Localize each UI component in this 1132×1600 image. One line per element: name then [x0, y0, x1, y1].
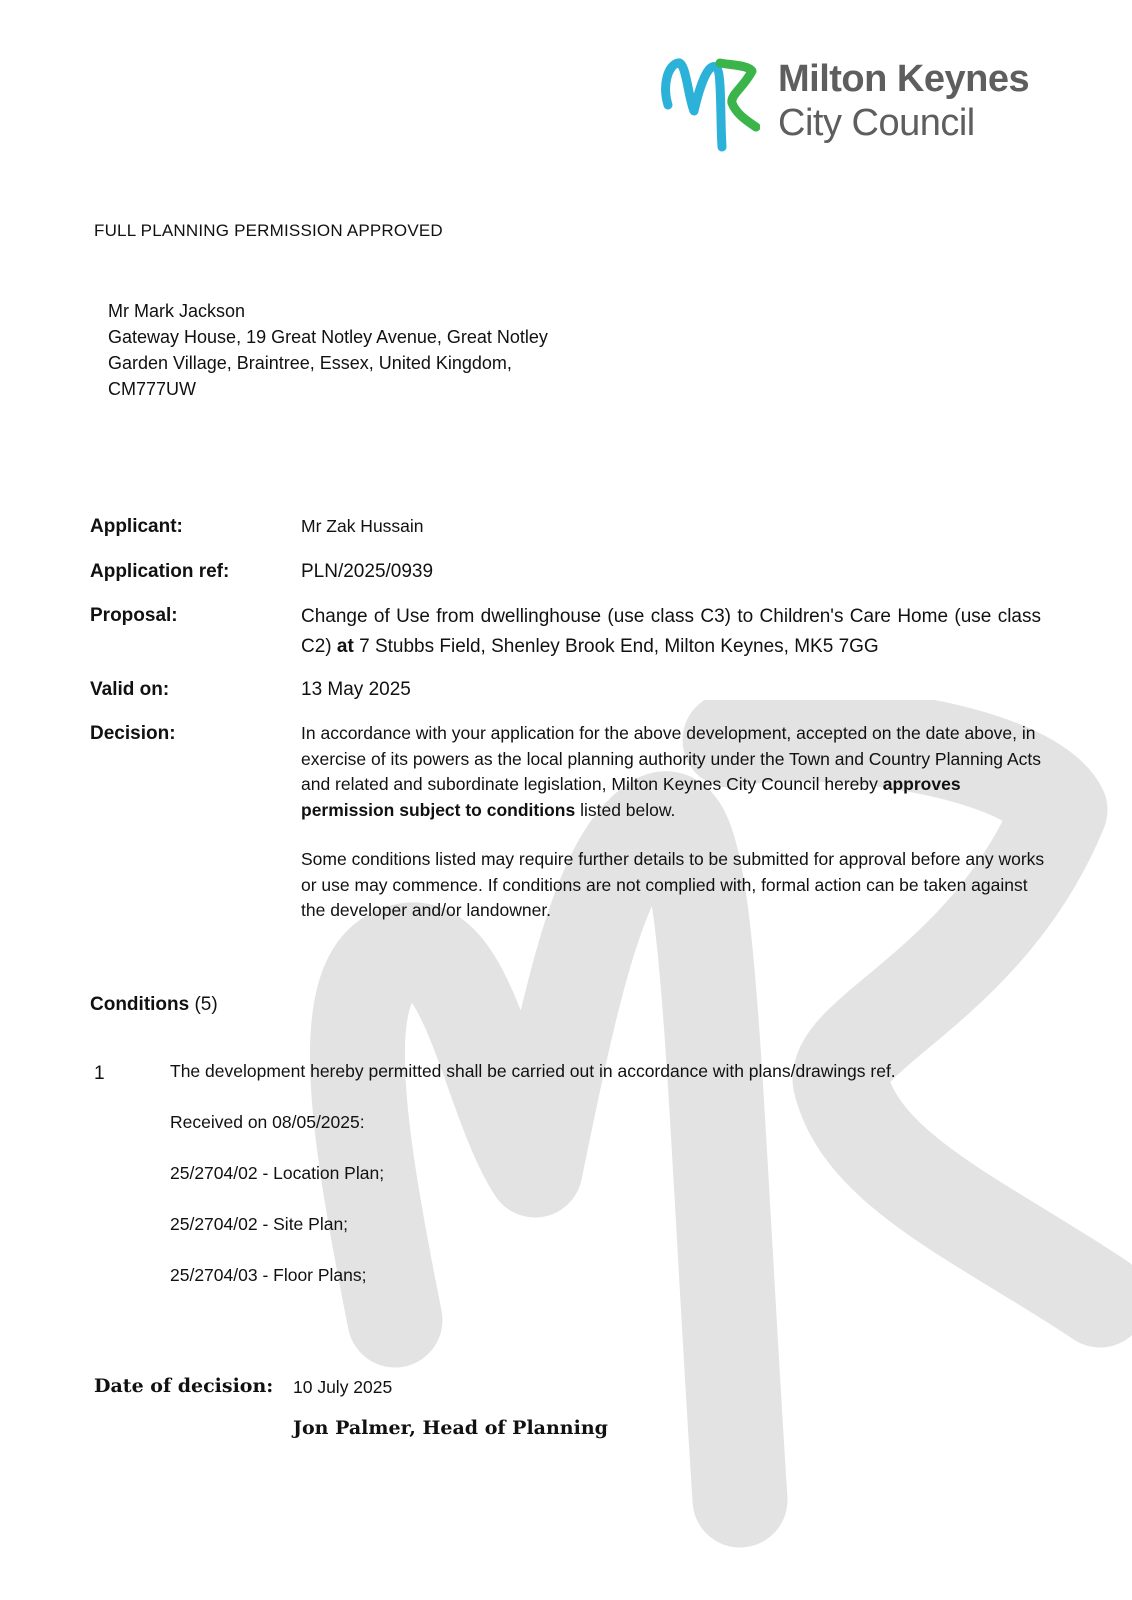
- conditions-count: (5): [194, 994, 218, 1015]
- application-ref-value: PLN/2025/0939: [301, 561, 434, 582]
- logo-m-stroke: [666, 63, 722, 147]
- decision-label: Decision:: [90, 723, 176, 744]
- valid-on-label: Valid on:: [90, 679, 170, 700]
- decision-text: [301, 721, 1046, 948]
- mk-logo-icon: [660, 55, 760, 155]
- decision-approval-phrase: approves permission subject to conditions: [301, 774, 961, 820]
- condition-received-date: Received on 08/05/2025:: [170, 1112, 365, 1132]
- condition-plan-ref: 25/2704/02 - Site Plan;: [170, 1214, 349, 1234]
- signatory: Jon Palmer, Head of Planning: [293, 1417, 608, 1439]
- proposal-text: Change of Use from dwellinghouse (use class C3) to Children's Care Home (use class C2): [301, 606, 1041, 657]
- proposal-at: at: [336, 636, 354, 657]
- recipient-address: [108, 298, 628, 402]
- date-of-decision-value: 10 July 2025: [293, 1377, 393, 1397]
- application-ref-label: Application ref:: [90, 561, 230, 582]
- applicant-label: Applicant:: [90, 516, 183, 537]
- decision-paragraph-1: In accordance with your application for the above development, accepted on the date above, in exercise of its powers as the local planning authority under the Town and Country Planning Acts and related and subordinate legislation, Milton Keynes City Council hereby approves permission subject to conditions listed below.: [301, 723, 1041, 820]
- condition-plan-ref: 25/2704/02 - Location Plan;: [170, 1163, 385, 1183]
- proposal-label: Proposal:: [90, 605, 178, 626]
- recipient-name: Mr Mark Jackson: [108, 301, 246, 321]
- document-title: FULL PLANNING PERMISSION APPROVED: [94, 221, 443, 240]
- valid-on-value: 13 May 2025: [301, 679, 411, 700]
- condition-plan-ref: 25/2704/03 - Floor Plans;: [170, 1265, 367, 1285]
- condition-text: The development hereby permitted shall be carried out in accordance with plans/drawings ref.: [170, 1061, 896, 1081]
- condition-number: 1: [94, 1063, 105, 1084]
- decision-paragraph-2: Some conditions listed may require further details to be submitted for approval before any works or use may commence. If conditions are not complied with, formal action can be taken against the developer and/or landowner.: [301, 849, 1045, 920]
- conditions-heading: Conditions (5): [90, 994, 218, 1015]
- proposal-value: [301, 602, 1041, 662]
- date-of-decision-label: Date of decision:: [94, 1375, 274, 1397]
- recipient-address-line: Gateway House, 19 Great Notley Avenue, Great Notley: [108, 327, 548, 347]
- recipient-postcode: CM777UW: [108, 379, 197, 399]
- council-name-line1: Milton Keynes: [778, 58, 1030, 100]
- council-name-line2: City Council: [778, 102, 975, 144]
- applicant-value: Mr Zak Hussain: [301, 516, 424, 536]
- recipient-address-line: Garden Village, Braintree, Essex, United Kingdom,: [108, 353, 512, 373]
- proposal-location: 7 Stubbs Field, Shenley Brook End, Milton Keynes, MK5 7GG: [359, 636, 879, 657]
